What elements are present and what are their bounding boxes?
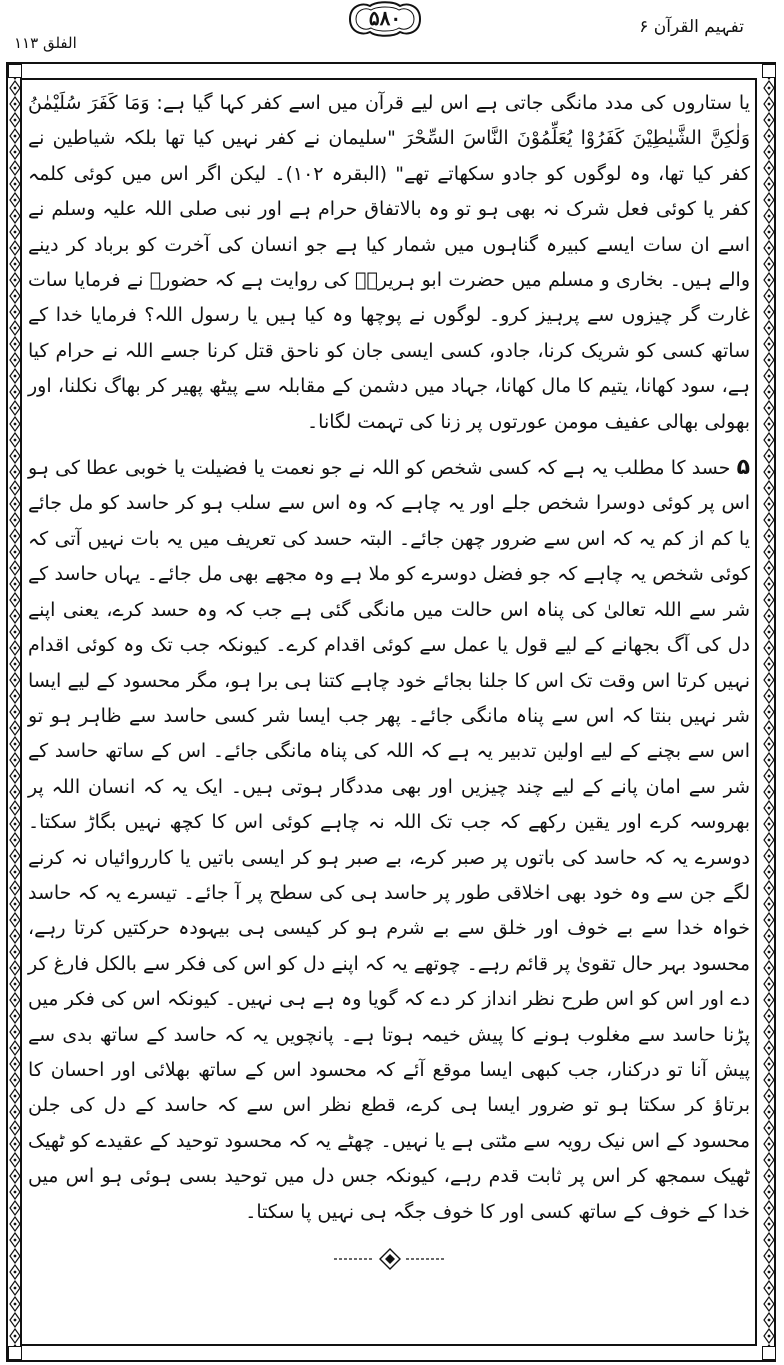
- book-title: تفہیم القرآن ۶: [639, 17, 744, 37]
- text-line: حسد کا مطلب یہ ہے کہ کسی شخص کو اللہ نے جو نعمت یا فضیلت یا خوبی عطا کی ہو اس پر کوئی دوسرا: [28, 457, 750, 515]
- text-line: خدا سے بے خوف اور خلق سے بے شرم ہو کر کیسی ہی بیہودہ حرکتیں کرتا رہے، محسود بہر حال تقویٰ پر قائم رہے۔: [28, 917, 751, 975]
- paragraph-envy: [28, 450, 750, 1230]
- text-line: (البقرہ ۱۰۲)۔ لیکن اگر اس میں کوئی کلمہ کفر یا کوئی فعل شرک نہ بھی ہو تو وہ بالاتفاق حرام ہے اور نبی صلی اللہ علیہ وسلم: [28, 162, 750, 221]
- paragraph-sorcery: [28, 86, 750, 440]
- text-line: پانے کے لیے چند چیزیں اور بھی مددگار ہوتی ہیں۔ ایک یہ کہ انسان اللہ پر بھروسہ کرے اور یقین رکھے کہ جب تک: [28, 775, 750, 834]
- right-border-ornament: [762, 64, 776, 1360]
- main-text: [28, 86, 750, 1230]
- corner-ornament: [762, 1346, 776, 1360]
- text-line: کرے، قطع نظر اس سے کہ حاسد کے دل کی جلن محسود کے اس نیک رویہ سے مٹتی ہے یا نہیں۔ چھٹے یہ کہ محسود توحید: [28, 1094, 751, 1152]
- text-line: چوتھے یہ کہ اپنے دل کو اس کی فکر سے بالکل فارغ کر دے اور اس کو اس طرح نظر انداز کر دے کہ گویا وہ ہے ہی نہیں۔: [28, 952, 751, 1011]
- text-line: نے اسے ان سات ایسے کبیرہ گناہوں میں شمار کیا ہے جو انسان کی آخرت کو برباد کر دینے والے ہیں۔ بخاری و مسلم میں حضرت: [28, 198, 750, 292]
- text-line: ابو ہریرہؓ کی روایت ہے کہ حضورؐ نے فرمایا سات غارت گر چیزوں سے پرہیز کرو۔ لوگوں نے پوچھا وہ کیا ہیں یا رسول: [28, 269, 750, 327]
- text-line: يُعَلِّمُوْنَ النَّاسَ السِّحْرَ "سلیمان نے کفر نہیں کیا تھا بلکہ شیاطین نے کفر کیا تھا، وہ لوگوں کو جادو سکھاتے تھے": [28, 127, 750, 185]
- text-line: ظاہر ہو تو اس سے بچنے کے لیے اولین تدبیر یہ ہے کہ اللہ کی پناہ مانگی جائے۔ اس کے ساتھ حاسد کے شر سے امان: [28, 704, 751, 798]
- text-line: اللہ نہ چاہے کوئی اس کا کچھ نہیں بگاڑ سکتا۔ دوسرے یہ کہ حاسد کی باتوں پر صبر کرے، بے صبر ہو کر ایسی باتیں یا: [28, 811, 750, 869]
- text-line: کیونکہ اس کی فکر میں پڑنا حاسد سے مغلوب ہونے کا پیش خیمہ ہوتا ہے۔ پانچویں یہ کہ حاسد کے ساتھ بدی سے پیش: [28, 988, 750, 1081]
- text-line: یا ستاروں کی مدد مانگی جاتی ہے اس لیے قرآن میں اسے کفر کہا گیا ہے: وَمَا كَفَرَ سُلَيْمٰنُ وَلٰكِنَّ الشَّيٰطِيْنَ كَفَرُوْا: [28, 92, 751, 150]
- text-line: کے ساتھ کسی اور کا خوف جگہ ہی نہیں پا سکتا۔: [245, 1200, 644, 1223]
- text-line: یتیم کا مال کھانا، جہاد میں دشمن کے مقابلہ سے پیٹھ پھیر کر بھاگ نکلنا، اور بھولی بھالی عفیف مومن عورتوں پر: [28, 375, 750, 433]
- end-ornament: [330, 1246, 450, 1272]
- text-line: حاسد کے شر سے اللہ تعالیٰ کی پناہ اس حالت میں مانگی گئی ہے جب کہ وہ حسد کرے، یعنی اپنے دل کی آگ بجھانے: [28, 563, 751, 657]
- page-number: ۵۸۰: [368, 6, 402, 30]
- text-line: کے لیے قول یا عمل سے کوئی اقدام کرے۔ کیونکہ جب تک وہ کوئی اقدام نہیں کرتا اس وقت تک اس کا جلنا بجائے: [28, 634, 750, 692]
- corner-ornament: [8, 64, 22, 78]
- text-line: آنا تو درکنار، جب کبھی ایسا موقع آئے کہ محسود اس کے ساتھ بھلائی اور احسان کا برتاؤ کر سکتا ہو تو ضرور ایسا ہی: [28, 1058, 750, 1117]
- text-line: شخص جلے اور یہ چاہے کہ وہ اس سے سلب ہو کر حاسد کو مل جائے یا کم از کم یہ کہ اس سے ضرور چھن جائے۔ البتہ: [28, 492, 750, 550]
- corner-ornament: [8, 1346, 22, 1360]
- surah-reference: الفلق ۱۱۳: [14, 34, 77, 52]
- page-number-badge: [340, 0, 430, 38]
- page-header: [0, 0, 784, 60]
- text-line: خود چاہے کتنا ہی برا ہو، مگر محسود کے لیے ایسا شر نہیں بنتا کہ اس سے پناہ مانگی جائے۔ پھر جب ایسا شر کسی حاسد سے: [28, 669, 750, 727]
- text-line: حسد کی تعریف میں یہ بات نہیں آتی کہ کوئی شخص یہ چاہے کہ جو فضل دوسرے کو ملا ہے وہ مجھے بھی مل جائے۔ یہاں: [28, 527, 751, 586]
- text-line: اللہ؟ فرمایا خدا کے ساتھ کسی کو شریک کرنا، جادو، کسی ایسی جان کو ناحق قتل کرنا جسے اللہ نے حرام کیا ہے، سود کھانا،: [28, 304, 750, 398]
- footnote-number: ۵: [736, 455, 751, 481]
- text-line: کارروائیاں نہ کرنے لگے جن سے وہ خود بھی اخلاقی طور پر حاسد ہی کی سطح پر آ جائے۔ تیسرے یہ کہ حاسد خواہ: [28, 846, 751, 940]
- text-line: زنا کی تہمت لگانا۔: [307, 410, 461, 433]
- left-border-ornament: [8, 64, 22, 1360]
- corner-ornament: [762, 64, 776, 78]
- text-line: کے عقیدے کو ٹھیک ٹھیک سمجھ کر اس پر ثابت قدم رہے، کیونکہ جس دل میں توحید بسی ہوئی ہو اس میں خدا کے خوف: [28, 1129, 750, 1223]
